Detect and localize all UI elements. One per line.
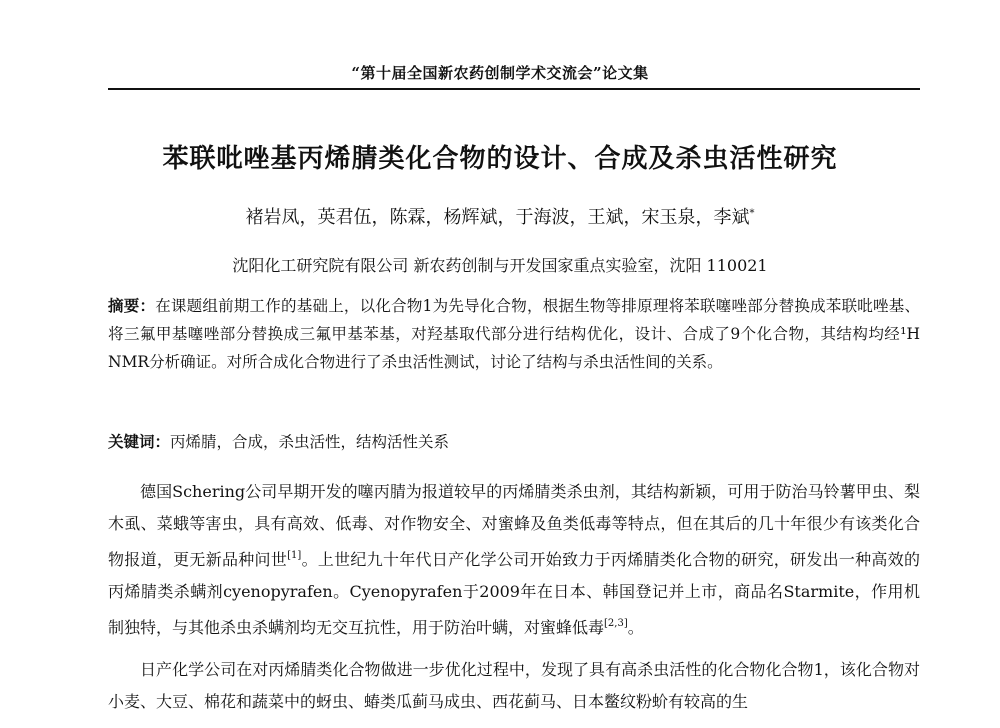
p1-part-a: 德国Schering公司早期开发的噻丙腈为报道较早的丙烯腈类杀虫剂，其结构新颖，可用于防治马铃薯甲虫、梨木虱、菜蛾等害虫，具有高效、低毒、对作物安全、对蜜蜂及鱼类低毒等特点，但在其后的几十年很少有该类化合物报道，更无新品种问世 bbox=[108, 482, 920, 569]
abstract-label: 摘要： bbox=[108, 297, 156, 315]
citation-2-3: [2,3] bbox=[604, 618, 628, 629]
body-paragraph-1 bbox=[108, 476, 920, 644]
running-header: “第十届全国新农药创制学术交流会”论文集 bbox=[351, 64, 649, 82]
keywords bbox=[108, 428, 920, 456]
paper-title: 苯联吡唑基丙烯腈类化合物的设计、合成及杀虫活性研究 bbox=[162, 144, 838, 174]
abstract-text: 在课题组前期工作的基础上，以化合物1为先导化合物，根据生物等排原理将苯联噻唑部分替换成苯联吡唑基、将三氟甲基噻唑部分替换成三氟甲基苯基，对羟基取代部分进行结构优化，设计、合成了9个化合物，其结构均经¹H NMR分析确证。对所合成化合物进行了杀虫活性测试，讨论了结构与杀虫活性间的关系。 bbox=[108, 297, 920, 371]
citation-1: [1] bbox=[287, 550, 302, 561]
keywords-label: 关键词： bbox=[108, 433, 171, 451]
affiliation: 沈阳化工研究院有限公司 新农药创制与开发国家重点实验室，沈阳 110021 bbox=[232, 256, 768, 275]
p1-part-b: 。上世纪九十年代日产化学公司开始致力于丙烯腈类化合物的研究，研发出一种高效的丙烯腈类杀螨剂cyenopyrafen。Cyenopyrafen于2009年在日本、韩国登记并上市，商品名Starmite，作用机制独特，与其他杀虫杀螨剂均无交互抗性，用于防治叶螨，对蜜蜂低毒 bbox=[108, 550, 920, 637]
authors-text: 褚岩凤，英君伍，陈霖，杨辉斌，于海波，王斌，宋玉泉，李斌 bbox=[245, 207, 750, 228]
author-list bbox=[0, 203, 1000, 229]
keywords-text: 丙烯腈，合成，杀虫活性，结构活性关系 bbox=[170, 433, 450, 451]
body-paragraph-2: 日产化学公司在对丙烯腈类化合物做进一步优化过程中，发现了具有高杀虫活性的化合物化合物1，该化合物对小麦、大豆、棉花和蔬菜中的蚜虫、蝽类瓜蓟马成虫、西花蓟马、日本鳖纹粉蚧有较高的生 bbox=[108, 660, 920, 711]
header-rule bbox=[108, 88, 920, 90]
body-text bbox=[108, 476, 920, 728]
abstract bbox=[108, 292, 920, 376]
corresponding-author-mark: * bbox=[749, 208, 755, 219]
p1-part-c: 。 bbox=[627, 618, 644, 637]
